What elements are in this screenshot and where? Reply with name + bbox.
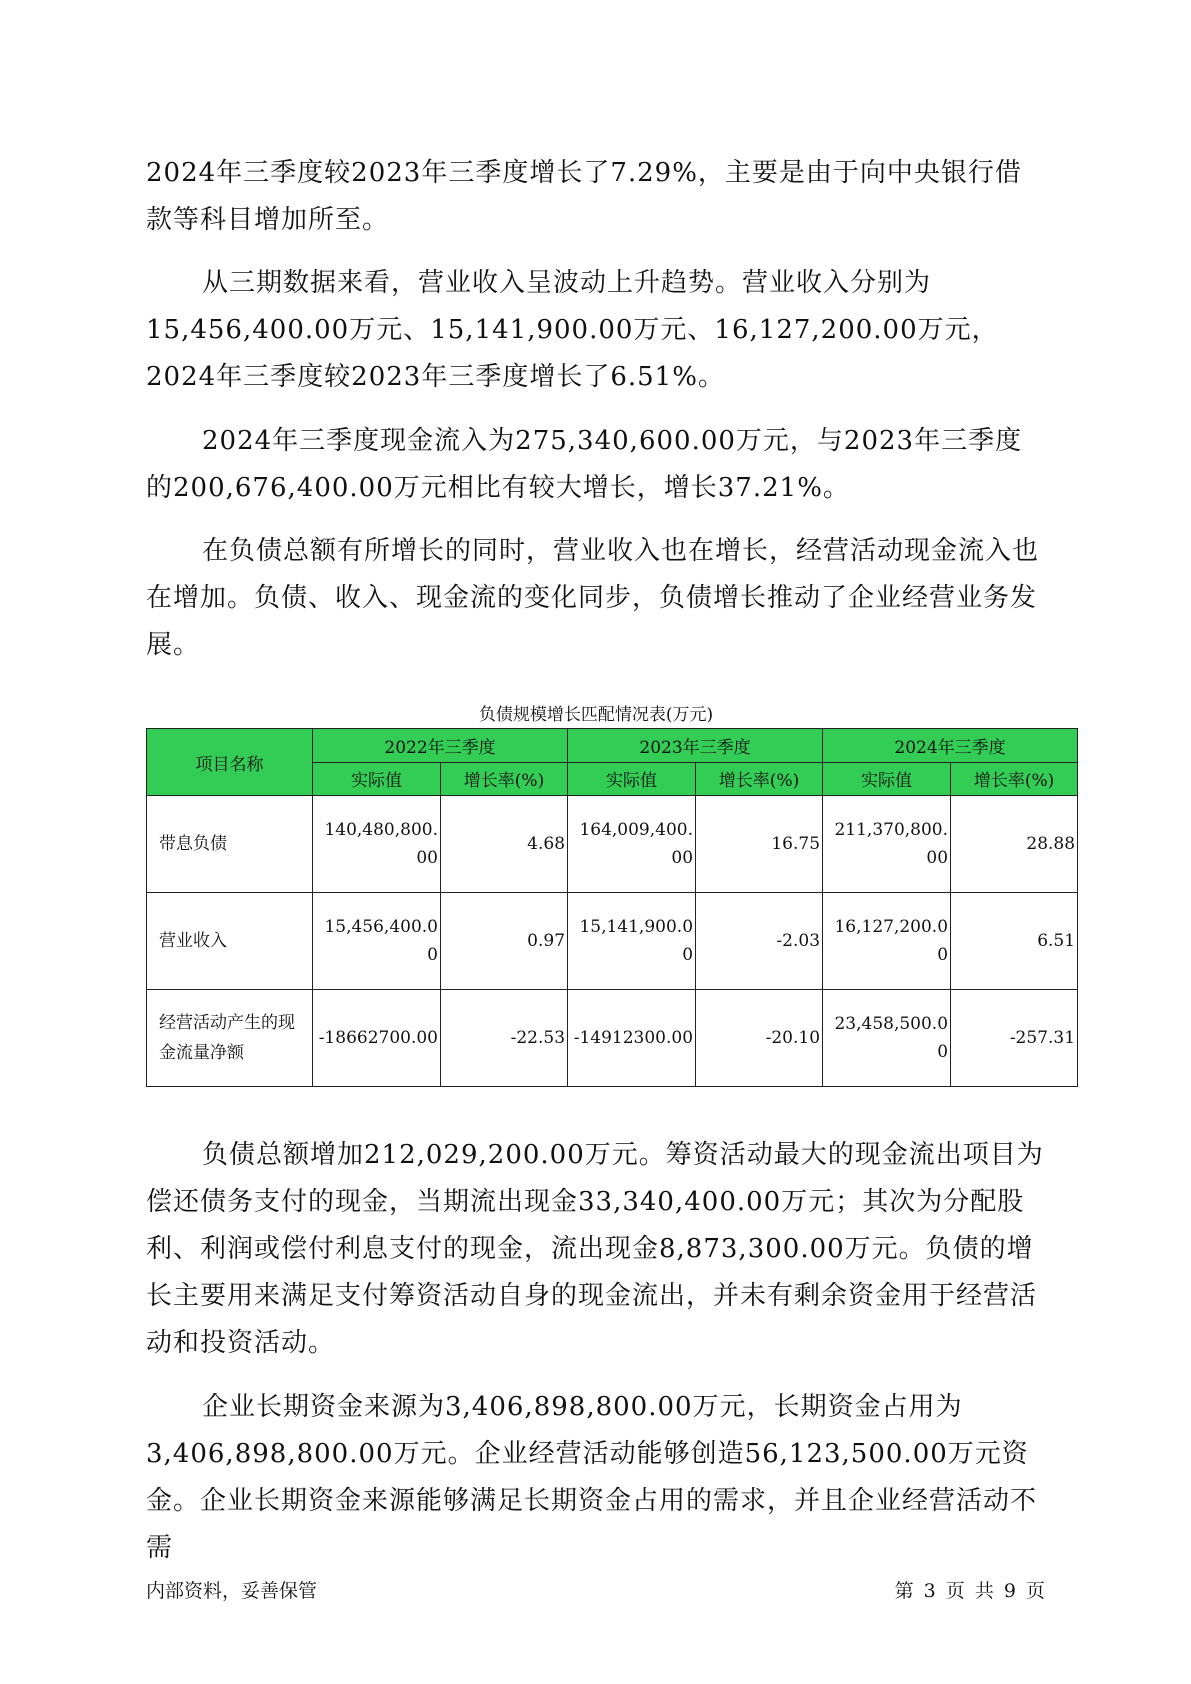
period-header-2022: 2022年三季度 xyxy=(313,729,568,763)
table-cell: 164,009,400.00 xyxy=(568,796,696,893)
debt-growth-table xyxy=(146,728,1078,1087)
table-cell: 140,480,800.00 xyxy=(313,796,441,893)
paragraph-1: 2024年三季度较2023年三季度增长了7.29%，主要是由于向中央银行借款等科目增加所至。 xyxy=(146,158,1022,235)
table-row xyxy=(147,893,1078,990)
table-cell: -22.53 xyxy=(441,990,568,1087)
table-cell: 16.75 xyxy=(696,796,823,893)
table-cell: -257.31 xyxy=(951,990,1078,1087)
actual-value-header: 实际值 xyxy=(568,762,696,796)
growth-rate-header: 增长率(%) xyxy=(951,762,1078,796)
actual-value-header: 实际值 xyxy=(823,762,951,796)
row-label: 带息负债 xyxy=(147,796,313,893)
actual-value-header: 实际值 xyxy=(313,762,441,796)
row-label: 营业收入 xyxy=(147,893,313,990)
period-header-2024: 2024年三季度 xyxy=(823,729,1078,763)
footer-page-number: 第 3 页 共 9 页 xyxy=(894,1580,1045,1602)
table-cell: 0.97 xyxy=(441,893,568,990)
paragraph-2: 从三期数据来看，营业收入呈波动上升趋势。营业收入分别为15,456,400.00万元、15,141,900.00万元、16,127,200.00万元，2024年三季度较2023年三季度增长了6.51%。 xyxy=(146,268,999,392)
table-cell: -14912300.00 xyxy=(568,990,696,1087)
table-cell: -20.10 xyxy=(696,990,823,1087)
table-cell: 23,458,500.00 xyxy=(823,990,951,1087)
table-cell: 28.88 xyxy=(951,796,1078,893)
table-row xyxy=(147,796,1078,893)
paragraph-3: 2024年三季度现金流入为275,340,600.00万元，与2023年三季度的200,676,400.00万元相比有较大增长，增长37.21%。 xyxy=(146,426,1023,503)
table-cell: -18662700.00 xyxy=(313,990,441,1087)
table-cell: 6.51 xyxy=(951,893,1078,990)
paragraph-4: 在负债总额有所增长的同时，营业收入也在增长，经营活动现金流入也在增加。负债、收入、现金流的变化同步，负债增长推动了企业经营业务发展。 xyxy=(146,536,1040,660)
table-cell: 15,456,400.00 xyxy=(313,893,441,990)
paragraph-5: 负债总额增加212,029,200.00万元。筹资活动最大的现金流出项目为偿还债务支付的现金，当期流出现金33,340,400.00万元；其次为分配股利、利润或偿付利息支付的现金，流出现金8,873,300.00万元。负债的增长主要用来满足支付筹资活动自身的现金流出，并未有剩余资金用于经营活动和投资活动。 xyxy=(146,1140,1044,1358)
growth-rate-header: 增长率(%) xyxy=(441,762,568,796)
table-cell: -2.03 xyxy=(696,893,823,990)
table-cell: 15,141,900.00 xyxy=(568,893,696,990)
table-cell: 16,127,200.00 xyxy=(823,893,951,990)
table-caption: 负债规模增长匹配情况表(万元) xyxy=(478,705,714,725)
table-cell: 4.68 xyxy=(441,796,568,893)
table-row xyxy=(147,990,1078,1087)
paragraph-6: 企业长期资金来源为3,406,898,800.00万元，长期资金占用为3,406,898,800.00万元。企业经营活动能够创造56,123,500.00万元资金。企业长期资金来源能够满足长期资金占用的需求，并且企业经营活动不需 xyxy=(146,1392,1038,1563)
item-name-header: 项目名称 xyxy=(147,729,313,796)
growth-rate-header: 增长率(%) xyxy=(696,762,823,796)
footer-confidential-note: 内部资料，妥善保管 xyxy=(146,1580,318,1602)
table-cell: 211,370,800.00 xyxy=(823,796,951,893)
row-label: 经营活动产生的现金流量净额 xyxy=(147,990,313,1087)
period-header-2023: 2023年三季度 xyxy=(568,729,823,763)
